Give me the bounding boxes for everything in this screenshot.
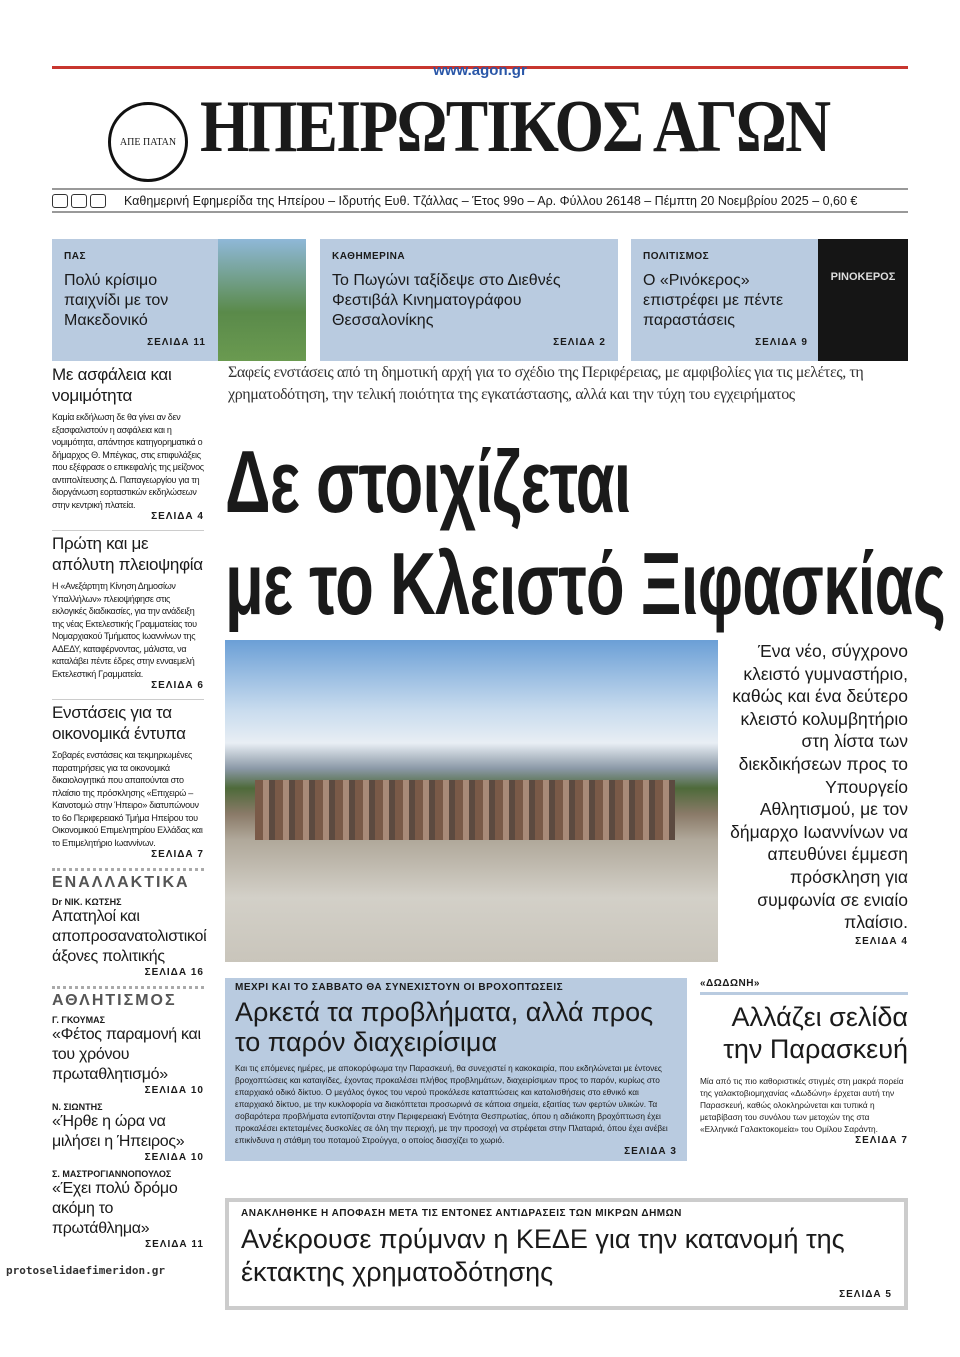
sports-item[interactable] [52, 1102, 204, 1163]
teaser-page: ΣΕΛΙΔΑ 9 [755, 337, 808, 348]
author: Dr ΝΙΚ. ΚΩΤΣΗΣ [52, 897, 122, 907]
story-text: Μία από τις πιο καθοριστικές στιγμές στη μακρά πορεία της γαλακτοβιομηχανίας «Δωδώνη» έρχεται αυτή την Παρασκευή, καθώς ολοκληρώνεται και τυπικά η μεταβίβαση του συνόλου των μετοχών της στα «Ελληνικά Γαλακτοκομεία» του Ομίλου Σαράντη. [700, 1076, 904, 1134]
dodoni-story[interactable] [700, 978, 908, 1146]
story-title: «Έχει πολύ δρόμο ακόμη το πρωτάθλημα» [52, 1180, 178, 1237]
lead-side [728, 640, 908, 947]
author: Σ. ΜΑΣΤΡΟΓΙΑΝΝΟΠΟΥΛΟΣ [52, 1169, 172, 1179]
left-story[interactable] [52, 699, 204, 860]
story-title: Αλλάζει σελίδα την Παρασκευή [723, 1002, 908, 1064]
teaser-title: Πολύ κρίσιμο παιχνίδι με τον Μακεδονικό [64, 272, 169, 329]
teaser-kicker: ΠΑΣ [64, 251, 86, 262]
teaser-daily[interactable] [320, 239, 618, 361]
author: Ν. ΣΙΩΝΤΗΣ [52, 1102, 103, 1112]
story-page: ΣΕΛΙΔΑ 3 [624, 1146, 677, 1157]
watermark: protoselidaefimeridon.gr [6, 1264, 165, 1277]
teaser-kicker: ΚΑΘΗΜΕΡΙΝΑ [332, 251, 406, 262]
poster-image [818, 239, 908, 361]
football-photo [218, 239, 306, 361]
masthead-title: ΗΠΕΙΡΩΤΙΚΟΣ ΑΓΩΝ [200, 86, 830, 168]
weather-story[interactable] [225, 978, 687, 1161]
story-text: Σοβαρές ενστάσεις και τεκμηριωμένες παρατηρήσεις για τα οικονομικά δικαιολογητικά που απαιτούνται στο πλαίσιο της πρόσκλησης «Επιχειρώ – Καινοτομώ στην Ήπειρο» διατυπώνουν το 6ο Περιφερειακό Τμήμα Ηπείρου του Οικονομικού Επιμελητηρίου Ελλάδας και το Επιμελητήριο Ιωαννίνων. [52, 750, 203, 848]
sports-column [52, 986, 204, 1250]
teaser-title: Το Πωγώνι ταξίδεψε στο Διεθνές Φεστιβάλ Κινηματογράφου Θεσσαλονίκης [332, 272, 561, 329]
story-page: ΣΕΛΙΔΑ 5 [839, 1289, 892, 1300]
kede-story[interactable] [225, 1198, 908, 1310]
story-page: ΣΕΛΙΔΑ 7 [151, 849, 204, 860]
logo-icon [90, 194, 106, 208]
story-title: «Φέτος παραμονή και του χρόνου πρωταθλητισμό» [52, 1026, 201, 1083]
poster-title: ΡΙΝΟΚΕΡΟΣ [830, 271, 896, 283]
left-column [6, 364, 207, 1277]
story-page: ΣΕΛΙΔΑ 6 [151, 680, 204, 691]
info-bar [52, 188, 908, 213]
story-title: Με ασφάλεια και νομιμότητα [52, 365, 172, 405]
story-page: ΣΕΛΙΔΑ 7 [855, 1135, 908, 1146]
story-page: ΣΕΛΙΔΑ 11 [145, 1239, 204, 1250]
story-kicker: ΜΕΧΡΙ ΚΑΙ ΤΟ ΣΑΒΒΑΤΟ ΘΑ ΣΥΝΕΧΙΣΤΟΥΝ ΟΙ ΒΡΟΧΟΠΤΩΣΕΙΣ [235, 982, 564, 993]
opinion-column[interactable] [52, 868, 207, 978]
lead-headline-line2: με το Κλειστό Ξιφασκίας [225, 534, 946, 633]
story-page: ΣΕΛΙΔΑ 10 [144, 1085, 204, 1096]
left-story[interactable] [52, 530, 204, 691]
story-page: ΣΕΛΙΔΑ 4 [151, 511, 204, 522]
teaser-page: ΣΕΛΙΔΑ 2 [553, 337, 606, 348]
teaser-title: Ο «Ρινόκερος» επιστρέφει με πέντε παραστάσεις [643, 272, 784, 329]
seal-text: ΑΠΕ ΠΑΤΑΝ [119, 136, 177, 148]
lead-side-text: Ένα νέο, σύγχρονο κλειστό γυμναστήριο, καθώς και ένα δεύτερο κλειστό κολυμβητήριο στη λίστα των διεκδικήσεων προς το Υπουργείο Αθλητισμού, με τον δήμαρχο Ιωαννίνων να απευθύνει έμμεση πρόσκληση για συμφωνία σε ενιαίο πλαίσιο. [730, 641, 908, 933]
section-label: ΑΘΛΗΤΙΣΜΟΣ [52, 986, 204, 1010]
story-title: Απατηλοί και αποπροσανατολιστικοί άξονες πολιτικής [52, 908, 207, 965]
teaser-culture[interactable] [631, 239, 908, 361]
seal-logo [108, 102, 188, 182]
teaser-page: ΣΕΛΙΔΑ 11 [147, 337, 206, 348]
story-page: ΣΕΛΙΔΑ 10 [144, 1152, 204, 1163]
story-page: ΣΕΛΙΔΑ 16 [144, 967, 204, 978]
stacked-materials [255, 780, 675, 840]
lead-page: ΣΕΛΙΔΑ 4 [855, 935, 908, 947]
lead-photo [225, 640, 718, 962]
story-kicker: ΑΝΑΚΛΗΘΗΚΕ Η ΑΠΟΦΑΣΗ ΜΕΤΑ ΤΙΣ ΕΝΤΟΝΕΣ ΑΝΤΙΔΡΑΣΕΙΣ ΤΩΝ ΜΙΚΡΩΝ ΔΗΜΩΝ [241, 1208, 682, 1219]
story-text: Η «Ανεξάρτητη Κίνηση Δημοσίων Υπαλλήλων» πλειοψήφησε στις εκλογικές διαδικασίες, για την ανάδειξη της νέας Εκτελεστικής Γραμματείας του Νομαρχιακού Τμήματος Ιωαννίνων της ΑΔΕΔΥ, καταφέρνοντας, μάλιστα, να καταλάβει πέντε έδρες στην ενναεμελή Εκτελεστική Γραμματεία. [52, 581, 197, 679]
story-title: Πρώτη και με απόλυτη πλειοψηφία [52, 534, 203, 574]
teaser-sports[interactable] [52, 239, 306, 361]
story-kicker: «ΔΩΔΩΝΗ» [700, 978, 908, 995]
story-title: Αρκετά τα προβλήματα, αλλά προς το παρόν διαχειρίσιμα [235, 997, 654, 1057]
story-text: Καμία εκδήλωση δε θα γίνει αν δεν εξασφαλιστούν η ασφάλεια και η νομιμότητα, απάντησε κατηγορηματικά ο δήμαρχος Θ. Μπέγκας, στις επιφυλάξεις που εξέφρασε ο επικεφαλής της μείζονος αντιπολίτευσης Δ. Παπαγεωργίου για τη διοργάνωση εορταστικών εκδηλώσεων στην κεντρική πλατεία. [52, 412, 204, 510]
story-title: Ανέκρουσε πρύμναν η ΚΕΔΕ για την κατανομή της έκτακτης χρηματοδότησης [241, 1224, 845, 1287]
teaser-kicker: ΠΟΛΙΤΙΣΜΟΣ [643, 251, 710, 262]
left-story[interactable] [52, 364, 204, 522]
logo-icon [71, 194, 87, 208]
website-url[interactable]: www.agon.gr [433, 62, 527, 79]
author: Γ. ΓΚΟΥΜΑΣ [52, 1015, 106, 1025]
lead-headline-line1[interactable]: Δε στοιχίζεται [225, 432, 631, 531]
issue-info: Καθημερινή Εφημερίδα της Ηπείρου – Ιδρυτής Ευθ. Τζάλλας – Έτος 99ο – Αρ. Φύλλου 26148 – Πέμπτη 20 Νοεμβρίου 2025 – 0,60 € [124, 193, 858, 208]
lead-deck: Σαφείς ενστάσεις από τη δημοτική αρχή για το σχέδιο της Περιφέρειας, με αμφιβολίες για τις μελέτες, τη χρηματοδότηση, την τελική ποιότητα της εγκατάστασης, αλλά και την τύχη του εγχειρήματος [228, 364, 864, 403]
story-title: «Ήρθε η ώρα να μιλήσει η Ήπειρος» [52, 1113, 185, 1150]
sports-item[interactable] [52, 1169, 204, 1250]
section-label: ΕΝΑΛΛΑΚΤΙΚΑ [52, 868, 204, 892]
story-title: Ενστάσεις για τα οικονομικά έντυπα [52, 703, 186, 743]
sports-item[interactable] [52, 1015, 204, 1096]
story-text: Και τις επόμενες ημέρες, με αποκορύφωμα την Παρασκευή, θα συνεχιστεί η κακοκαιρία, που εκδηλώνεται με έντονες βροχοπτώσεις και καταιγίδες, έχοντας προκαλέσει πλήθος προβλημάτων, διαχειρίσιμων προς το παρόν, κυρίως στο επαρχιακό οδικό δίκτυο. Ο μεγάλος όγκος του νερού προκάλεσε καταπτώσεις και κατολισθήσεις στο εθνικό και επαρχιακό δίκτυο, με την κυκλοφορία να διακόπτεται προσωρινά σε κάποια σημεία, εξαιτίας των φερτών υλικών. Τα σοβαρότερα προβλήματα εντοπίζονται στην Περιφερειακή Ενότητα Θεσπρωτίας, όπου η αδιάκοπη βροχόπτωση έχει προκαλέσει εκτεταμένες δυσκολίες σε όλη την περιοχή, με την προσοχή να στρέφεται στην Πλαταριά, όπου έχει ανέβει επικίνδυνα η στάθμη του ποταμού Στρούγγα, ο οποίος διασχίζει το χωριό. [235, 1063, 668, 1145]
logo-icon [52, 194, 68, 208]
